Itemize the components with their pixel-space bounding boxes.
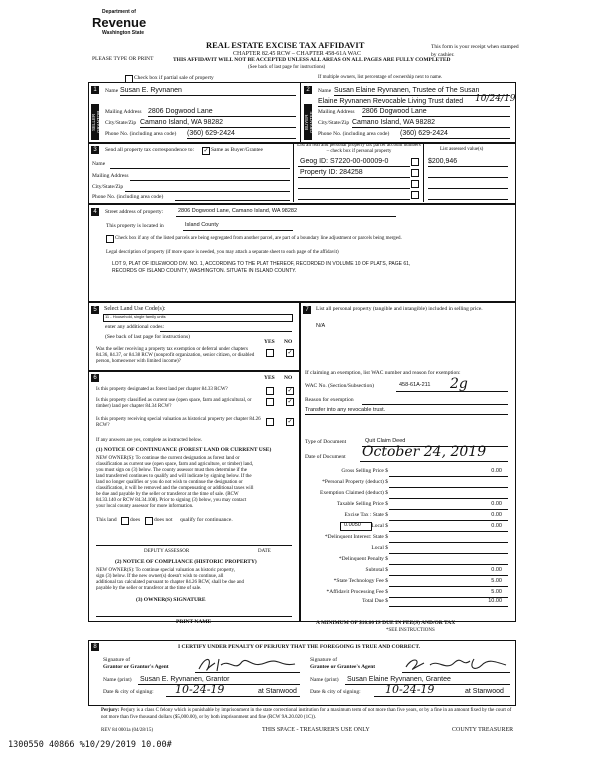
historic-question: Is this property receiving special valuation as historical property per chapter 84.26 RCW? xyxy=(96,417,261,428)
form-chapter: CHAPTER 82.45 RCW – CHAPTER 458-61A WAC xyxy=(233,51,361,57)
row-personal-label: *Personal Property (deduct) $ xyxy=(322,479,388,485)
forest-no-checkbox[interactable]: ✓ xyxy=(287,388,293,394)
forest-land-question: Is this property designated as forest land per chapter 84.33 RCW? xyxy=(96,387,228,392)
grantee-print-label: Name (print) xyxy=(310,677,339,683)
grantee-sig-label1: Signature of xyxy=(310,657,338,663)
notice-compliance-title: (2) NOTICE OF COMPLIANCE (HISTORIC PROPERTY) xyxy=(115,559,257,565)
land-does-not-checkbox[interactable] xyxy=(145,517,153,525)
logo-dept-line3: Washington State xyxy=(102,30,145,36)
row-delinq-penalty-label: *Delinquent Penalty $ xyxy=(338,556,388,562)
exemption-no-checkbox[interactable]: ✓ xyxy=(287,350,293,356)
row-tech-fee-value: 5.00 xyxy=(491,578,502,584)
s3-address-label: Mailing Address xyxy=(92,173,129,179)
section-5-number: 5 xyxy=(91,306,99,314)
s5-yes-header: YES xyxy=(264,339,275,345)
print-name-label: PRINT NAME xyxy=(176,619,212,625)
perjury-notice xyxy=(101,707,516,721)
parcel-header: List all real and personal property tax parcel account numbers – check box if personal property xyxy=(297,143,421,154)
additional-codes-label: enter any additional codes: xyxy=(105,324,165,330)
same-as-buyer-checkbox[interactable]: ✓ xyxy=(203,148,209,154)
form-warning: THIS AFFIDAVIT WILL NOT BE ACCEPTED UNLESS ALL AREAS ON ALL PAGES ARE FULLY COMPLETED xyxy=(173,57,451,63)
wac-value: 458-61A-211 xyxy=(399,382,431,388)
land-use-value: 11 - Household, single family units xyxy=(105,314,166,319)
buyer-address: 2806 Dogwood Lane xyxy=(362,108,427,115)
grantor-signature-scribble xyxy=(195,655,300,673)
notice1-line: land no longer qualifies or you do not wish to continue the designation or xyxy=(96,480,243,485)
assessed-header: List assessed value(s) xyxy=(440,147,484,152)
tax-calculation-table xyxy=(300,466,512,606)
row-taxable-label: Taxable Selling Price $ xyxy=(336,501,388,507)
multiple-owners-note: If multiple owners, list percentage of ownership next to name. xyxy=(318,75,443,80)
if-yes-note: If any answers are yes, complete as instructed below. xyxy=(96,438,203,443)
reason-value: Transfer into any revocable trust. xyxy=(305,407,386,413)
parcel-1-personal-checkbox[interactable] xyxy=(411,158,419,166)
notice1-line: be due and payable by the seller or transferor at the time of sale. (RCW xyxy=(96,492,239,497)
located-in: Island County xyxy=(185,222,219,228)
notice1-line: NEW OWNER(S): To continue the current designation as forest land or xyxy=(96,456,240,461)
buyer-phone: (360) 629-2424 xyxy=(400,130,448,137)
seller-name: Susan E. Ryvnanen xyxy=(120,87,182,94)
s3-name-label: Name xyxy=(92,161,106,167)
section-7-number: 7 xyxy=(303,306,311,314)
historic-yes-checkbox[interactable] xyxy=(266,418,274,426)
doc-type: Quit Claim Deed xyxy=(365,438,406,444)
grantor-print-name: Susan E. Ryvnanen, Grantor xyxy=(140,676,230,683)
grantor-date-label: Date & city of signing: xyxy=(103,689,154,695)
doc-date-label: Date of Document xyxy=(305,454,346,460)
row-excise-state-value: 0.00 xyxy=(491,512,502,518)
buyer-name-date: 10/24/19 xyxy=(475,94,516,104)
row-excise-state-label: Excise Tax : State $ xyxy=(344,512,388,518)
grantee-signature-scribble xyxy=(402,655,510,673)
grantor-sig-label1: Signature of xyxy=(103,657,131,663)
grantor-print-label: Name (print) xyxy=(103,677,132,683)
owner-signature-label: (3) OWNER(S) SIGNATURE xyxy=(136,597,206,603)
print-note: PLEASE TYPE OR PRINT xyxy=(92,56,154,62)
notice2-line: NEW OWNER(S): To continue special valuation as historic property, xyxy=(96,568,235,573)
notice1-line: you must sign on (3) below. The county assessor must then determine if the xyxy=(96,468,247,473)
legal-description-line2: RECORDS OF ISLAND COUNTY, WASHINGTON. SITUATE IN ISLAND COUNTY. xyxy=(112,268,297,274)
legal-description-line1: LOT 9, PLAT OF IDLEWOOD DIV. NO. 1, ACCORDING TO THE PLAT THEREOF, RECORDED IN VOLUME 10 OF PLATS, PAGE 61, xyxy=(112,261,411,267)
wac-handwritten: 2g xyxy=(450,376,468,392)
exemption-intro: If claiming an exemption, list WAC number and reason for exemption: xyxy=(305,370,461,376)
exemption-yes-checkbox[interactable] xyxy=(266,349,274,357)
section-4-number: 4 xyxy=(91,208,99,216)
buyer-side-label: BUYER GRANTEE xyxy=(304,104,312,140)
notice1-line: classification as current use (open space, farm and agriculture, or timber) land, xyxy=(96,462,254,467)
current-use-question: Is this property classified as current use (open space, farm and agricultural, or timber) land per chapter 84.34 RCW? xyxy=(96,398,252,409)
send-correspondence-label: Send all property tax correspondence to: xyxy=(105,147,195,153)
county-treasurer-label: COUNTY TREASURER xyxy=(452,727,514,733)
segregated-checkbox[interactable] xyxy=(106,235,114,243)
historic-no-checkbox[interactable]: ✓ xyxy=(287,419,293,425)
seller-phone-label: Phone No. (including area code) xyxy=(105,131,177,137)
notice1-line: your local county assessor for more information. xyxy=(96,504,194,509)
notice1-line: land transferred continues to qualify and will indicate by signing below. If the xyxy=(96,474,252,479)
parcel-1: Geog ID: S7220-00-00009-0 xyxy=(300,158,389,165)
current-use-no-checkbox[interactable]: ✓ xyxy=(287,399,293,405)
row-processing-fee-label: *Affidavit Processing Fee $ xyxy=(326,589,388,595)
s5-no-header: NO xyxy=(284,339,293,345)
street-address-label: Street address of property: xyxy=(105,209,164,215)
row-processing-fee-value: 5.00 xyxy=(491,589,502,595)
partial-sale-label: Check box if partial sale of property xyxy=(134,75,214,81)
exemption-question: Was the seller receiving a property tax exemption or deferral under chapters 84.36, 84.37, or 84.38 RCW (nonprofit organization, senior citizen, or disabled person, homeowner with limited income)? xyxy=(96,347,255,364)
grantor-signature xyxy=(195,655,300,677)
land-use-label: Select Land Use Code(s): xyxy=(104,306,166,312)
local-rate: 0.0050 xyxy=(344,522,361,528)
row-tech-fee-label: *State Technology Fee $ xyxy=(333,578,388,584)
buyer-address-label: Mailing Address xyxy=(318,109,355,115)
notice1-line: 84.33.140 or RCW 84.34.108). Prior to signing (3) below, you may contact xyxy=(96,498,247,503)
forest-yes-checkbox[interactable] xyxy=(266,387,274,395)
grantee-date-label: Date & city of signing: xyxy=(310,689,361,695)
row-gross-label: Gross Selling Price $ xyxy=(341,468,388,474)
see-back-note: (See back of last page for instructions) xyxy=(248,65,326,70)
s3-phone-label: Phone No. (including area code) xyxy=(92,194,164,200)
seller-name-label: Name xyxy=(105,88,119,94)
personal-property-value: N/A xyxy=(316,323,326,329)
row-total-value: 10.00 xyxy=(488,598,502,604)
land-use-see-back: (See back of last page for instructions) xyxy=(105,334,190,340)
grantee-city: at Stanwood xyxy=(465,688,504,695)
legal-description-label: Legal description of property (if more space is needed, you may attach a separate sheet to each page of the affidavit) xyxy=(106,250,339,255)
grantee-sig-label2: Grantee or Grantee's Agent xyxy=(310,664,376,670)
land-does-label: does xyxy=(130,517,141,523)
row-subtotal-label: Subtotal $ xyxy=(365,567,388,573)
row-subtotal-value: 0.00 xyxy=(491,567,502,573)
seller-city: Camano Island, WA 98282 xyxy=(140,119,224,126)
notice2-line: sign (3) below. If the new owner(s) doesn't wish to continue, all xyxy=(96,574,224,579)
personal-property-label: List all personal property (tangible and intangible) included in selling price. xyxy=(316,306,483,312)
notice2-line: payable by the seller or transferor at the time of sale. xyxy=(96,586,202,591)
segregated-label: Check box if any of the listed parcels are being segregated from another parcel, are part of a boundary line adjustment or parcels being merged. xyxy=(115,236,402,241)
located-in-label: This property is located in xyxy=(106,223,164,229)
row-taxable-value: 0.00 xyxy=(491,501,502,507)
parcel-4-personal-checkbox[interactable] xyxy=(411,191,419,199)
see-instructions-note: *SEE INSTRUCTIONS xyxy=(386,628,435,633)
section-3-number: 3 xyxy=(91,146,99,154)
revenue-logo xyxy=(88,8,158,48)
logo-dept-line2: Revenue xyxy=(92,15,147,30)
section-2-number: 2 xyxy=(304,86,312,94)
street-address: 2806 Dogwood Lane, Camano Island, WA 98282 xyxy=(178,208,298,214)
section-8-number: 8 xyxy=(91,643,99,651)
buyer-name-label: Name xyxy=(318,88,332,94)
grantor-sig-label2: Grantor or Grantor's Agent xyxy=(103,664,169,670)
form-title: REAL ESTATE EXCISE TAX AFFIDAVIT xyxy=(206,40,365,50)
same-as-buyer-label: Same as Buyer/Grantee xyxy=(211,147,263,153)
row-gross-value: 0.00 xyxy=(491,468,502,474)
doc-date: October 24, 2019 xyxy=(362,444,487,460)
seller-address: 2806 Dogwood Lane xyxy=(148,108,213,115)
buyer-name-line2: Elaine Ryvnanen Revocable Living Trust dated xyxy=(318,98,464,105)
row-delinq-local-label: Local $ xyxy=(371,545,388,551)
section-6-number: 6 xyxy=(91,374,99,382)
certify-text: I CERTIFY UNDER PENALTY OF PERJURY THAT THE FOREGOING IS TRUE AND CORRECT. xyxy=(178,644,421,650)
row-excise-local-value: 0.00 xyxy=(491,523,502,529)
notice-continuance-title: (1) NOTICE OF CONTINUANCE (FOREST LAND OR CURRENT USE) xyxy=(96,447,272,453)
buyer-name-line1: Susan Elaine Ryvnanen, Trustee of The Susan xyxy=(334,87,480,94)
receipt-note: This form is your receipt when stamped by cashier. xyxy=(431,44,519,58)
parcel-2: Property ID: 284258 xyxy=(300,169,363,176)
buyer-city: Camano Island, WA 98282 xyxy=(352,119,436,126)
buyer-phone-label: Phone No. (including area code) xyxy=(318,131,390,137)
notice2-line: additional tax calculated pursuant to chapter 84.26 RCW, shall be due and xyxy=(96,580,244,585)
row-total-label: Total Due $ xyxy=(362,598,388,604)
s3-city-label: City/State/Zip xyxy=(92,184,124,190)
logo-dept-line1: Department of xyxy=(102,9,136,15)
buyer-city-label: City/State/Zip xyxy=(318,120,350,126)
row-exemption-label: Exemption Claimed (deduct) $ xyxy=(320,490,388,496)
current-use-yes-checkbox[interactable] xyxy=(266,398,274,406)
rev-number: REV 84 0001a (04/28/15) xyxy=(101,728,153,733)
grantee-date: 10-24-19 xyxy=(385,683,435,696)
grantor-city: at Stanwood xyxy=(258,688,297,695)
perjury-label: Perjury: xyxy=(101,708,120,713)
grantor-date: 10-24-19 xyxy=(175,683,225,696)
parcel-2-personal-checkbox[interactable] xyxy=(411,169,419,177)
treasurer-use-label: THIS SPACE - TREASURER'S USE ONLY xyxy=(262,727,370,733)
notice1-line: classification, it will be removed and the compensating or additional taxes will xyxy=(96,486,254,491)
assessed-1: $200,946 xyxy=(428,158,458,165)
deputy-assessor-label: DEPUTY ASSESSOR xyxy=(144,549,190,554)
doc-type-label: Type of Document xyxy=(305,439,347,445)
qualify-label: qualify for continuance. xyxy=(180,517,233,523)
assessor-date-label: DATE xyxy=(258,549,271,554)
parcel-3-personal-checkbox[interactable] xyxy=(411,180,419,188)
seller-city-label: City/State/Zip xyxy=(105,120,137,126)
minimum-note: A MINIMUM OF $10.00 IS DUE IN FEE(S) AND/OR TAX xyxy=(316,620,456,626)
wac-label: WAC No. (Section/Subsection) xyxy=(305,383,374,389)
this-land-label: This land xyxy=(96,517,117,523)
reason-label: Reason for exemption xyxy=(305,397,354,403)
land-does-not-label: does not xyxy=(154,517,173,523)
perjury-text: Perjury is a class C felony which is punishable by imprisonment in the state correctional institution for a maximum term of not more than five years, or by a fine in an amount fixed by the court of not more than five thousand dollars ($5,000.00), or by both imprisonment and fine (RCW 9A.20.020 (1C)). xyxy=(101,708,512,720)
seller-phone: (360) 629-2424 xyxy=(187,130,235,137)
s6-yes-header: YES xyxy=(264,375,275,381)
recording-stamp: 1300550 40866 %10/29/2019 10.00# xyxy=(8,740,172,750)
grantee-signature xyxy=(402,655,510,677)
row-excise-local-label: Local $ xyxy=(371,523,388,529)
section-1-number: 1 xyxy=(91,86,99,94)
seller-address-label: Mailing Address xyxy=(105,109,142,115)
land-does-checkbox[interactable] xyxy=(121,517,129,525)
grantee-print-name: Susan Elaine Ryvnanen, Grantee xyxy=(347,676,451,683)
seller-side-label: SELLER GRANTOR xyxy=(91,104,99,140)
s6-no-header: NO xyxy=(284,375,293,381)
row-delinq-state-label: *Delinquent Interest: State $ xyxy=(324,534,388,540)
